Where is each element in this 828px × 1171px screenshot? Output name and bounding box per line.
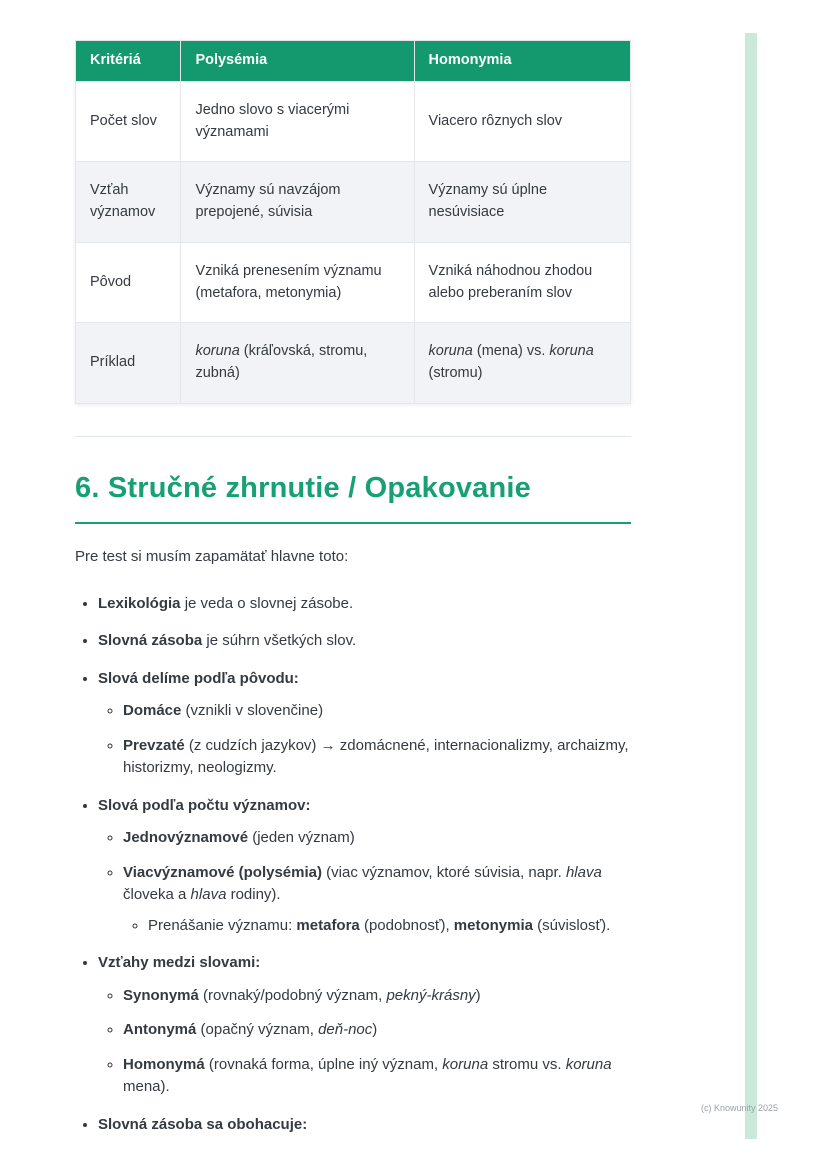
- text-segment: Vzťah významov: [90, 182, 156, 220]
- table-cell: [181, 323, 414, 404]
- text-segment: hlava: [190, 886, 227, 904]
- text-segment: (vznikli v slovenčine): [181, 702, 324, 720]
- text-segment: Príklad: [90, 354, 136, 371]
- table-body: [76, 81, 631, 403]
- text-segment: ): [475, 986, 481, 1004]
- text-segment: (podobnosť),: [359, 916, 454, 934]
- text-segment: Lexikológia: [98, 594, 181, 612]
- text-segment: metafora: [296, 916, 360, 934]
- text-segment: stromu vs.: [488, 1055, 566, 1073]
- table-cell: [76, 323, 181, 404]
- summary-list-container: [75, 593, 631, 1137]
- text-segment: Počet slov: [90, 112, 157, 129]
- table-header-cell: Kritériá: [76, 41, 181, 82]
- section-title: 6. Stručné zhrnutie / Opakovanie: [75, 467, 631, 525]
- text-segment: (opačný význam,: [196, 1021, 319, 1039]
- text-segment: (mena) vs.: [472, 343, 550, 360]
- text-segment: koruna: [442, 1055, 489, 1073]
- text-segment: deň-noc: [318, 1021, 373, 1039]
- text-segment: Domáce: [123, 702, 182, 720]
- text-segment: ): [372, 1021, 378, 1039]
- text-segment: je veda o slovnej zásobe.: [180, 594, 354, 612]
- table-head: [76, 41, 631, 82]
- right-accent-stripe: [745, 33, 757, 1139]
- table-cell: [181, 81, 414, 162]
- text-segment: rodiny).: [226, 886, 281, 904]
- table-row: [76, 242, 631, 323]
- text-segment: Významy sú navzájom prepojené, súvisia: [195, 182, 341, 220]
- list-item: [98, 795, 631, 938]
- table-header-cell: Homonymia: [414, 41, 630, 82]
- text-segment: mena).: [123, 1078, 170, 1096]
- text-segment: Viacvýznamové (polysémia): [123, 863, 322, 881]
- bullet-list-level-2: [98, 700, 631, 780]
- text-segment: Prevzaté: [123, 736, 185, 754]
- text-segment: Slovná zásoba: [98, 632, 203, 650]
- table-cell: [76, 242, 181, 323]
- text-segment: človeka a: [123, 886, 191, 904]
- text-segment: koruna: [549, 343, 594, 360]
- intro-paragraph: Pre test si musím zapamätať hlavne toto:: [75, 548, 349, 566]
- table-cell: [414, 242, 630, 323]
- text-segment: je súhrn všetkých slov.: [202, 632, 357, 650]
- page-content: [75, 40, 631, 1151]
- list-item: [123, 1019, 631, 1042]
- text-segment: Pôvod: [90, 273, 132, 290]
- list-item: [123, 985, 631, 1008]
- list-item: [123, 827, 631, 850]
- text-segment: (kráľovská, stromu, zubná): [195, 343, 368, 381]
- list-item: [148, 915, 631, 938]
- list-item: [123, 735, 631, 780]
- text-segment: (stromu): [428, 365, 483, 381]
- bullet-list-level-3: [123, 915, 631, 938]
- table-row: [76, 81, 631, 162]
- table-row: [76, 323, 631, 404]
- text-segment: pekný-krásny: [386, 986, 476, 1004]
- list-item: [98, 952, 631, 1099]
- table-cell: [76, 162, 181, 243]
- text-segment: koruna: [428, 343, 473, 360]
- text-segment: Antonymá: [123, 1021, 197, 1039]
- list-item: [98, 668, 631, 780]
- text-segment: Synonymá: [123, 986, 199, 1004]
- text-segment: Slovná zásoba sa obohacuje:: [98, 1115, 308, 1133]
- text-segment: (súvislosť).: [533, 916, 611, 934]
- table-cell: [414, 81, 630, 162]
- text-segment: Jednovýznamové: [123, 829, 249, 847]
- text-segment: Slová delíme podľa pôvodu:: [98, 669, 299, 687]
- text-segment: (rovnaký/podobný význam,: [198, 986, 387, 1004]
- list-item: [123, 700, 631, 723]
- text-segment: Jedno slovo s viacerými významami: [195, 101, 350, 140]
- table-header-cell: Polysémia: [181, 41, 414, 82]
- list-item: [123, 862, 631, 938]
- table-row: [76, 162, 631, 243]
- text-segment: koruna: [195, 343, 240, 360]
- text-segment: koruna: [565, 1055, 612, 1073]
- bullet-list-level-2: [98, 985, 631, 1099]
- text-segment: Slová podľa počtu významov:: [98, 796, 311, 814]
- text-segment: metonymia: [453, 916, 533, 934]
- watermark: (c) Knowunity 2025: [700, 1103, 778, 1113]
- bullet-list-level-1: [75, 593, 631, 1137]
- table-header-row: [76, 41, 631, 82]
- table-cell: [414, 162, 630, 243]
- bullet-list-level-2: [98, 827, 631, 937]
- section-divider: [75, 436, 631, 437]
- text-segment: Vzniká prenesením významu (metafora, metonymia): [195, 262, 382, 301]
- text-segment: Vzniká náhodnou zhodou alebo preberaním slov: [428, 262, 593, 301]
- text-segment: Významy sú úplne nesúvisiace: [428, 182, 548, 220]
- list-item: [98, 1114, 631, 1137]
- table-cell: [414, 323, 630, 404]
- text-segment: (jeden význam): [248, 829, 355, 847]
- text-segment: Prenášanie významu:: [148, 916, 297, 934]
- text-segment: (viac významov, ktoré súvisia, napr.: [321, 863, 566, 881]
- comparison-table: [75, 40, 631, 404]
- table-cell: [76, 81, 181, 162]
- list-item: [98, 630, 631, 653]
- table-cell: [181, 242, 414, 323]
- text-segment: hlava: [565, 863, 602, 881]
- list-item: [123, 1054, 631, 1099]
- text-segment: (z cudzích jazykov) → zdomácnené, internacionalizmy, archaizmy, historizmy, neologizmy.: [123, 736, 629, 777]
- text-segment: Vzťahy medzi slovami:: [98, 954, 261, 972]
- text-segment: Viacero rôznych slov: [428, 112, 563, 129]
- table-cell: [181, 162, 414, 243]
- list-item: [98, 593, 631, 616]
- text-segment: (rovnaká forma, úplne iný význam,: [204, 1055, 443, 1073]
- text-segment: Homonymá: [123, 1055, 205, 1073]
